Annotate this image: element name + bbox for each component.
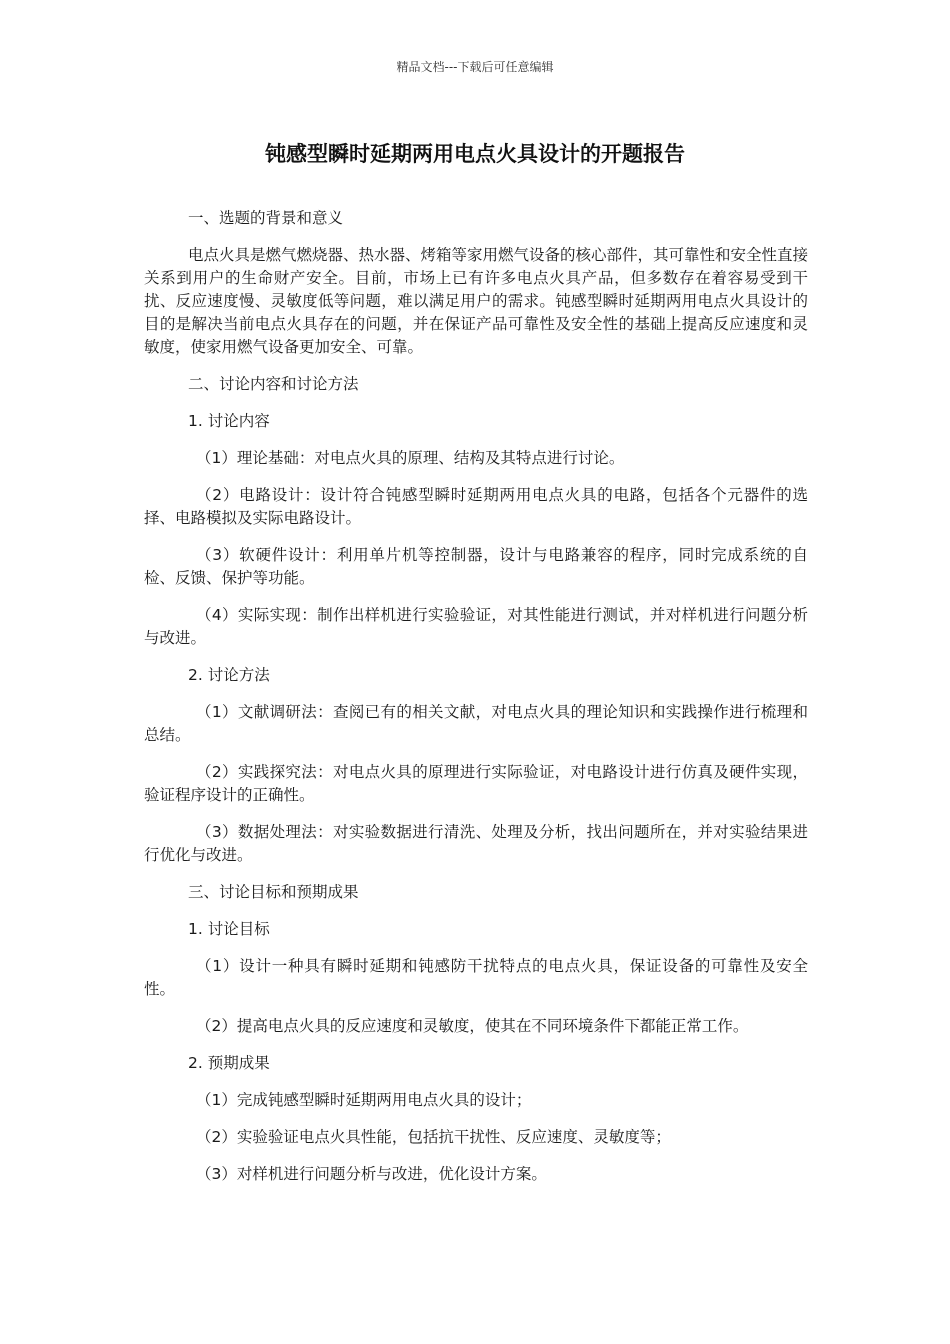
section-heading-1: 一、选题的背景和意义 [188, 209, 344, 227]
list-item: （1）文献调研法：查阅已有的相关文献，对电点火具的理论知识和实践操作进行梳理和总结。 [144, 703, 808, 744]
page-header: 精品文档---下载后可任意编辑 [396, 60, 554, 74]
subheading-research-content: 1. 讨论内容 [188, 412, 270, 430]
list-item: （2）实践探究法：对电点火具的原理进行实际验证，对电路设计进行仿真及硬件实现，验证程序设计的正确性。 [144, 763, 808, 804]
section-heading-3: 三、讨论目标和预期成果 [188, 883, 359, 901]
list-item: （3）软硬件设计：利用单片机等控制器，设计与电路兼容的程序，同时完成系统的自检、反馈、保护等功能。 [144, 546, 808, 587]
document-title: 钝感型瞬时延期两用电点火具设计的开题报告 [265, 142, 685, 166]
subheading-goals: 1. 讨论目标 [188, 920, 270, 938]
list-item: （1）完成钝感型瞬时延期两用电点火具的设计； [196, 1091, 532, 1109]
subheading-expected-results: 2. 预期成果 [188, 1054, 270, 1072]
list-item: （2）电路设计：设计符合钝感型瞬时延期两用电点火具的电路，包括各个元器件的选择、电路模拟及实际电路设计。 [144, 486, 808, 527]
background-paragraph: 电点火具是燃气燃烧器、热水器、烤箱等家用燃气设备的核心部件，其可靠性和安全性直接关系到用户的生命财产安全。目前，市场上已有许多电点火具产品，但多数存在着容易受到干扰、反应速度慢、灵敏度低等问题，难以满足用户的需求。钝感型瞬时延期两用电点火具设计的目的是解决当前电点火具存在的问题，并在保证产品可靠性及安全性的基础上提高反应速度和灵敏度，使家用燃气设备更加安全、可靠。 [144, 246, 809, 356]
list-item: （2）实验验证电点火具性能，包括抗干扰性、反应速度、灵敏度等； [196, 1128, 671, 1146]
list-item: （1）设计一种具有瞬时延期和钝感防干扰特点的电点火具，保证设备的可靠性及安全性。 [144, 957, 808, 998]
list-item: （4）实际实现：制作出样机进行实验验证，对其性能进行测试，并对样机进行问题分析与改进。 [144, 606, 808, 647]
list-item: （1）理论基础：对电点火具的原理、结构及其特点进行讨论。 [196, 449, 625, 467]
section-heading-2: 二、讨论内容和讨论方法 [188, 375, 359, 393]
list-item: （3）数据处理法：对实验数据进行清洗、处理及分析，找出问题所在，并对实验结果进行优化与改进。 [144, 823, 808, 864]
document-body [144, 207, 808, 1200]
list-item: （3）对样机进行问题分析与改进，优化设计方案。 [196, 1165, 547, 1183]
list-item: （2）提高电点火具的反应速度和灵敏度，使其在不同环境条件下都能正常工作。 [196, 1017, 749, 1035]
subheading-research-method: 2. 讨论方法 [188, 666, 270, 684]
